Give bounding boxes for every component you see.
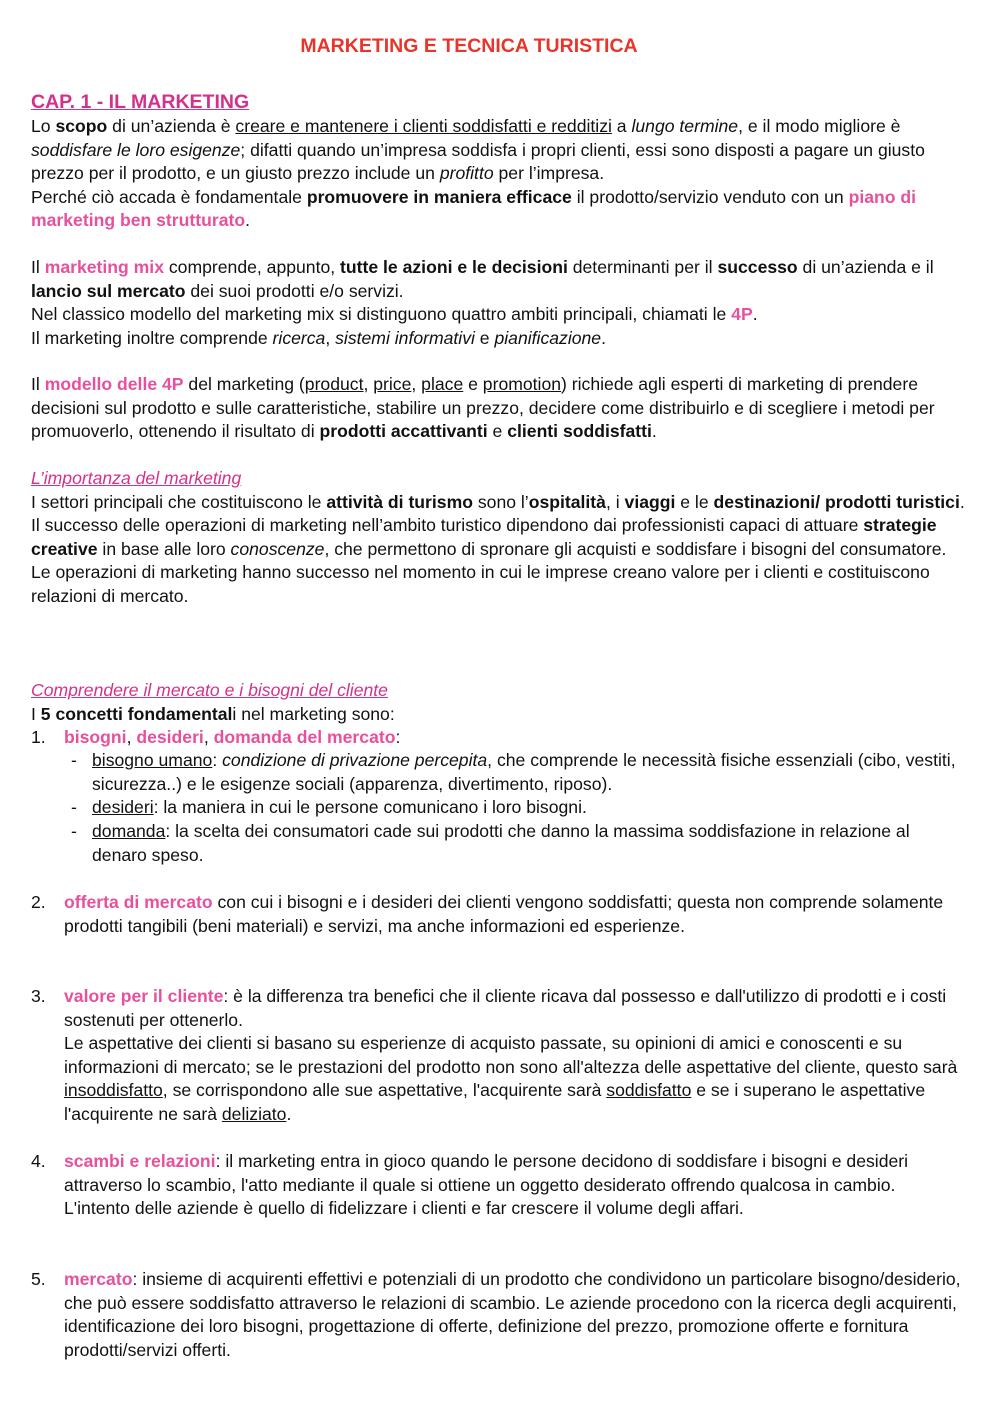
marketing-mix-paragraph: Il marketing mix comprende, appunto, tutte le azioni e le decisioni determinanti per il successo di un’azienda e il lancio sul mercato dei suoi prodotti e/o servizi. Nel classico modello del marketing mix si distinguono quattro ambiti principali, chiamati le 4P. Il marketing inoltre comprende ricerca, sistemi informativi e pianificazione. bbox=[31, 257, 934, 348]
list-item-text: offerta di mercato con cui i bisogni e i desideri dei clienti vengono soddisfatti; questa non comprende solamente prodotti tangibili (beni materiali) e servizi, ma anche informazioni ed esperienze. bbox=[64, 892, 944, 936]
bullet-dash: - bbox=[71, 750, 77, 770]
sub-item: bisogno umano: condizione di privazione percepita, che comprende le necessità fisiche essenziali (cibo, vestiti, sicurezza..) e le esigenze sociali (apparenza, divertimento, riposo). bbox=[92, 750, 956, 794]
list-item-text: valore per il cliente: è la differenza tra benefici che il cliente ricava dal possesso e dall'utilizzo di prodotti e i costi sostenuti per ottenerlo. Le aspettative dei clienti si basano su esperienze di acquisto passate, su opinioni di amici e conoscenti e su informazioni di mercato; se le prestazioni del prodotto non sono all'altezza delle aspettative del cliente, questo sarà insoddisfatto, se corrispondono alle sue aspettative, l'acquirente sarà soddisfatto e se i superano le aspettative l'acquirente ne sarà deliziato. bbox=[64, 986, 958, 1124]
intro-paragraph: Lo scopo di un’azienda è creare e mantenere i clienti soddisfatti e redditizi a lungo termine, e il modo migliore è soddisfare le loro esigenze; difatti quando un’impresa soddisfa i propri clienti, essi sono disposti a pagare un giusto prezzo per il prodotto, e un giusto prezzo include un profitto per l’impresa. Perché ciò accada è fondamentale promuovere in maniera efficace il prodotto/servizio venduto con un piano di marketing ben strutturato. bbox=[31, 116, 925, 230]
list-number: 5. bbox=[31, 1269, 46, 1289]
4p-model-paragraph: Il modello delle 4P del marketing (product, price, place e promotion) richiede agli esperti di marketing di prendere decisioni sul prodotto e sulle caratteristiche, stabilire un prezzo, decidere come distribuirlo e di scegliere i metodi per promuoverlo, ottenendo il risultato di prodotti accattivanti e clienti soddisfatti. bbox=[31, 374, 935, 441]
bullet-dash: - bbox=[71, 821, 77, 841]
list-number: 3. bbox=[31, 986, 46, 1006]
sub-item: desideri: la maniera in cui le persone comunicano i loro bisogni. bbox=[92, 797, 587, 817]
list-number: 1. bbox=[31, 727, 46, 747]
importance-section: L’importanza del marketing I settori principali che costituiscono le attività di turismo sono l’ospitalità, i viaggi e le destinazioni/ prodotti turistici. Il successo delle operazioni di marketing nell’ambito turistico dipendono dai professionisti capaci di attuare strategie creative in base alle loro conoscenze, che permettono di spronare gli acquisti e soddisfare i bisogni del consumatore. Le operazioni di marketing hanno successo nel momento in cui le imprese creano valore per i clienti e costituiscono relazioni di mercato. bbox=[31, 468, 965, 606]
list-number: 4. bbox=[31, 1151, 46, 1171]
sub-item: domanda: la scelta dei consumatori cade sui prodotti che danno la massima soddisfazione in relazione al denaro speso. bbox=[92, 821, 910, 865]
chapter-heading: CAP. 1 - IL MARKETING bbox=[31, 91, 250, 113]
document-title: MARKETING E TECNICA TURISTICA bbox=[300, 35, 638, 57]
list-item-text: bisogni, desideri, domanda del mercato: bbox=[64, 727, 401, 747]
list-number: 2. bbox=[31, 892, 46, 912]
section-heading: Comprendere il mercato e i bisogni del cliente bbox=[31, 680, 388, 700]
bullet-dash: - bbox=[71, 797, 77, 817]
market-section: Comprendere il mercato e i bisogni del cliente I 5 concetti fondamentali nel marketing sono: bbox=[31, 680, 395, 724]
section-heading: L’importanza del marketing bbox=[31, 468, 242, 488]
list-item-text: mercato: insieme di acquirenti effettivi e potenziali di un prodotto che condividono un particolare bisogno/desiderio, che può essere soddisfatto attraverso le relazioni di scambio. Le aziende procedono con la ricerca degli acquirenti, identificazione dei loro bisogni, progettazione di offerte, definizione del prezzo, promozione offerte e fornitura prodotti/servizi offerti. bbox=[64, 1269, 961, 1360]
list-item-text: scambi e relazioni: il marketing entra in gioco quando le persone decidono di soddisfare i bisogni e desideri attraverso lo scambio, l'atto mediante il quale si ottiene un oggetto desiderato offrendo qualcosa in cambio. L'intento delle aziende è quello di fidelizzare i clienti e far crescere il volume degli affari. bbox=[64, 1151, 909, 1218]
